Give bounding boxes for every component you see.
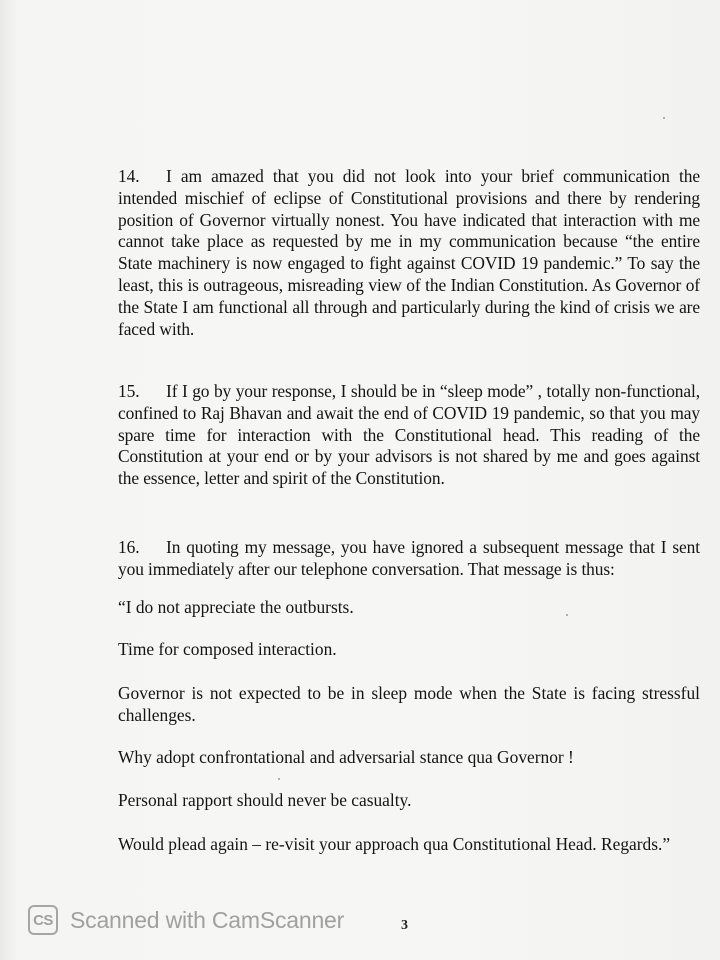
quote-line: Personal rapport should never be casualty. — [118, 790, 412, 810]
paragraph-14 — [118, 166, 700, 340]
quote-line: Why adopt confrontational and adversarial stance qua Governor ! — [118, 747, 574, 767]
quote-line: Governor is not expected to be in sleep mode when the State is facing stressful challenges. — [118, 683, 700, 725]
paragraph-number: 14. — [118, 166, 140, 186]
paragraph-16 — [118, 537, 700, 581]
page-number: 3 — [401, 918, 408, 933]
quote-line: Would plead again – re-visit your approach qua Constitutional Head. Regards.” — [118, 834, 671, 854]
paragraph-number: 16. — [118, 537, 140, 557]
paragraph-text: If I go by your response, I should be in “sleep mode” , totally non-functional, confined to Raj Bhavan and await the end of COVID 19 pandemic, so that you may spare time for interaction with the Constitutional head. This reading of the Constitution at your end or by your advisors is not shared by me and goes against the essence, letter and spirit of the Constitution. — [118, 381, 700, 489]
paragraph-15 — [118, 381, 700, 490]
camscanner-watermark — [28, 904, 344, 936]
watermark-text: Scanned with CamScanner — [70, 906, 345, 933]
paragraph-text: I am amazed that you did not look into your brief communication the intended mischief of eclipse of Constitutional provisions and there by rendering position of Governor virtually nonest. You have indicated that interaction with me cannot take place as requested by me in my communication because “the entire State machinery is now engaged to fight against COVID 19 pandemic.” To say the least, this is outrageous, misreading view of the Indian Constitution. As Governor of the State I am functional all through and particularly during the kind of crisis we are faced with. — [118, 166, 700, 339]
quote-line: “I do not appreciate the outbursts. — [118, 597, 354, 617]
scan-speck — [566, 614, 568, 616]
quote-line: Time for composed interaction. — [118, 639, 337, 659]
paragraph-number: 15. — [118, 381, 140, 401]
paragraph-text: In quoting my message, you have ignored a subsequent message that I sent you immediately after our telephone conversation. That message is thus: — [118, 537, 700, 579]
camscanner-logo-icon: CS — [28, 905, 58, 935]
scan-speck — [663, 117, 665, 119]
scan-speck — [278, 778, 280, 780]
